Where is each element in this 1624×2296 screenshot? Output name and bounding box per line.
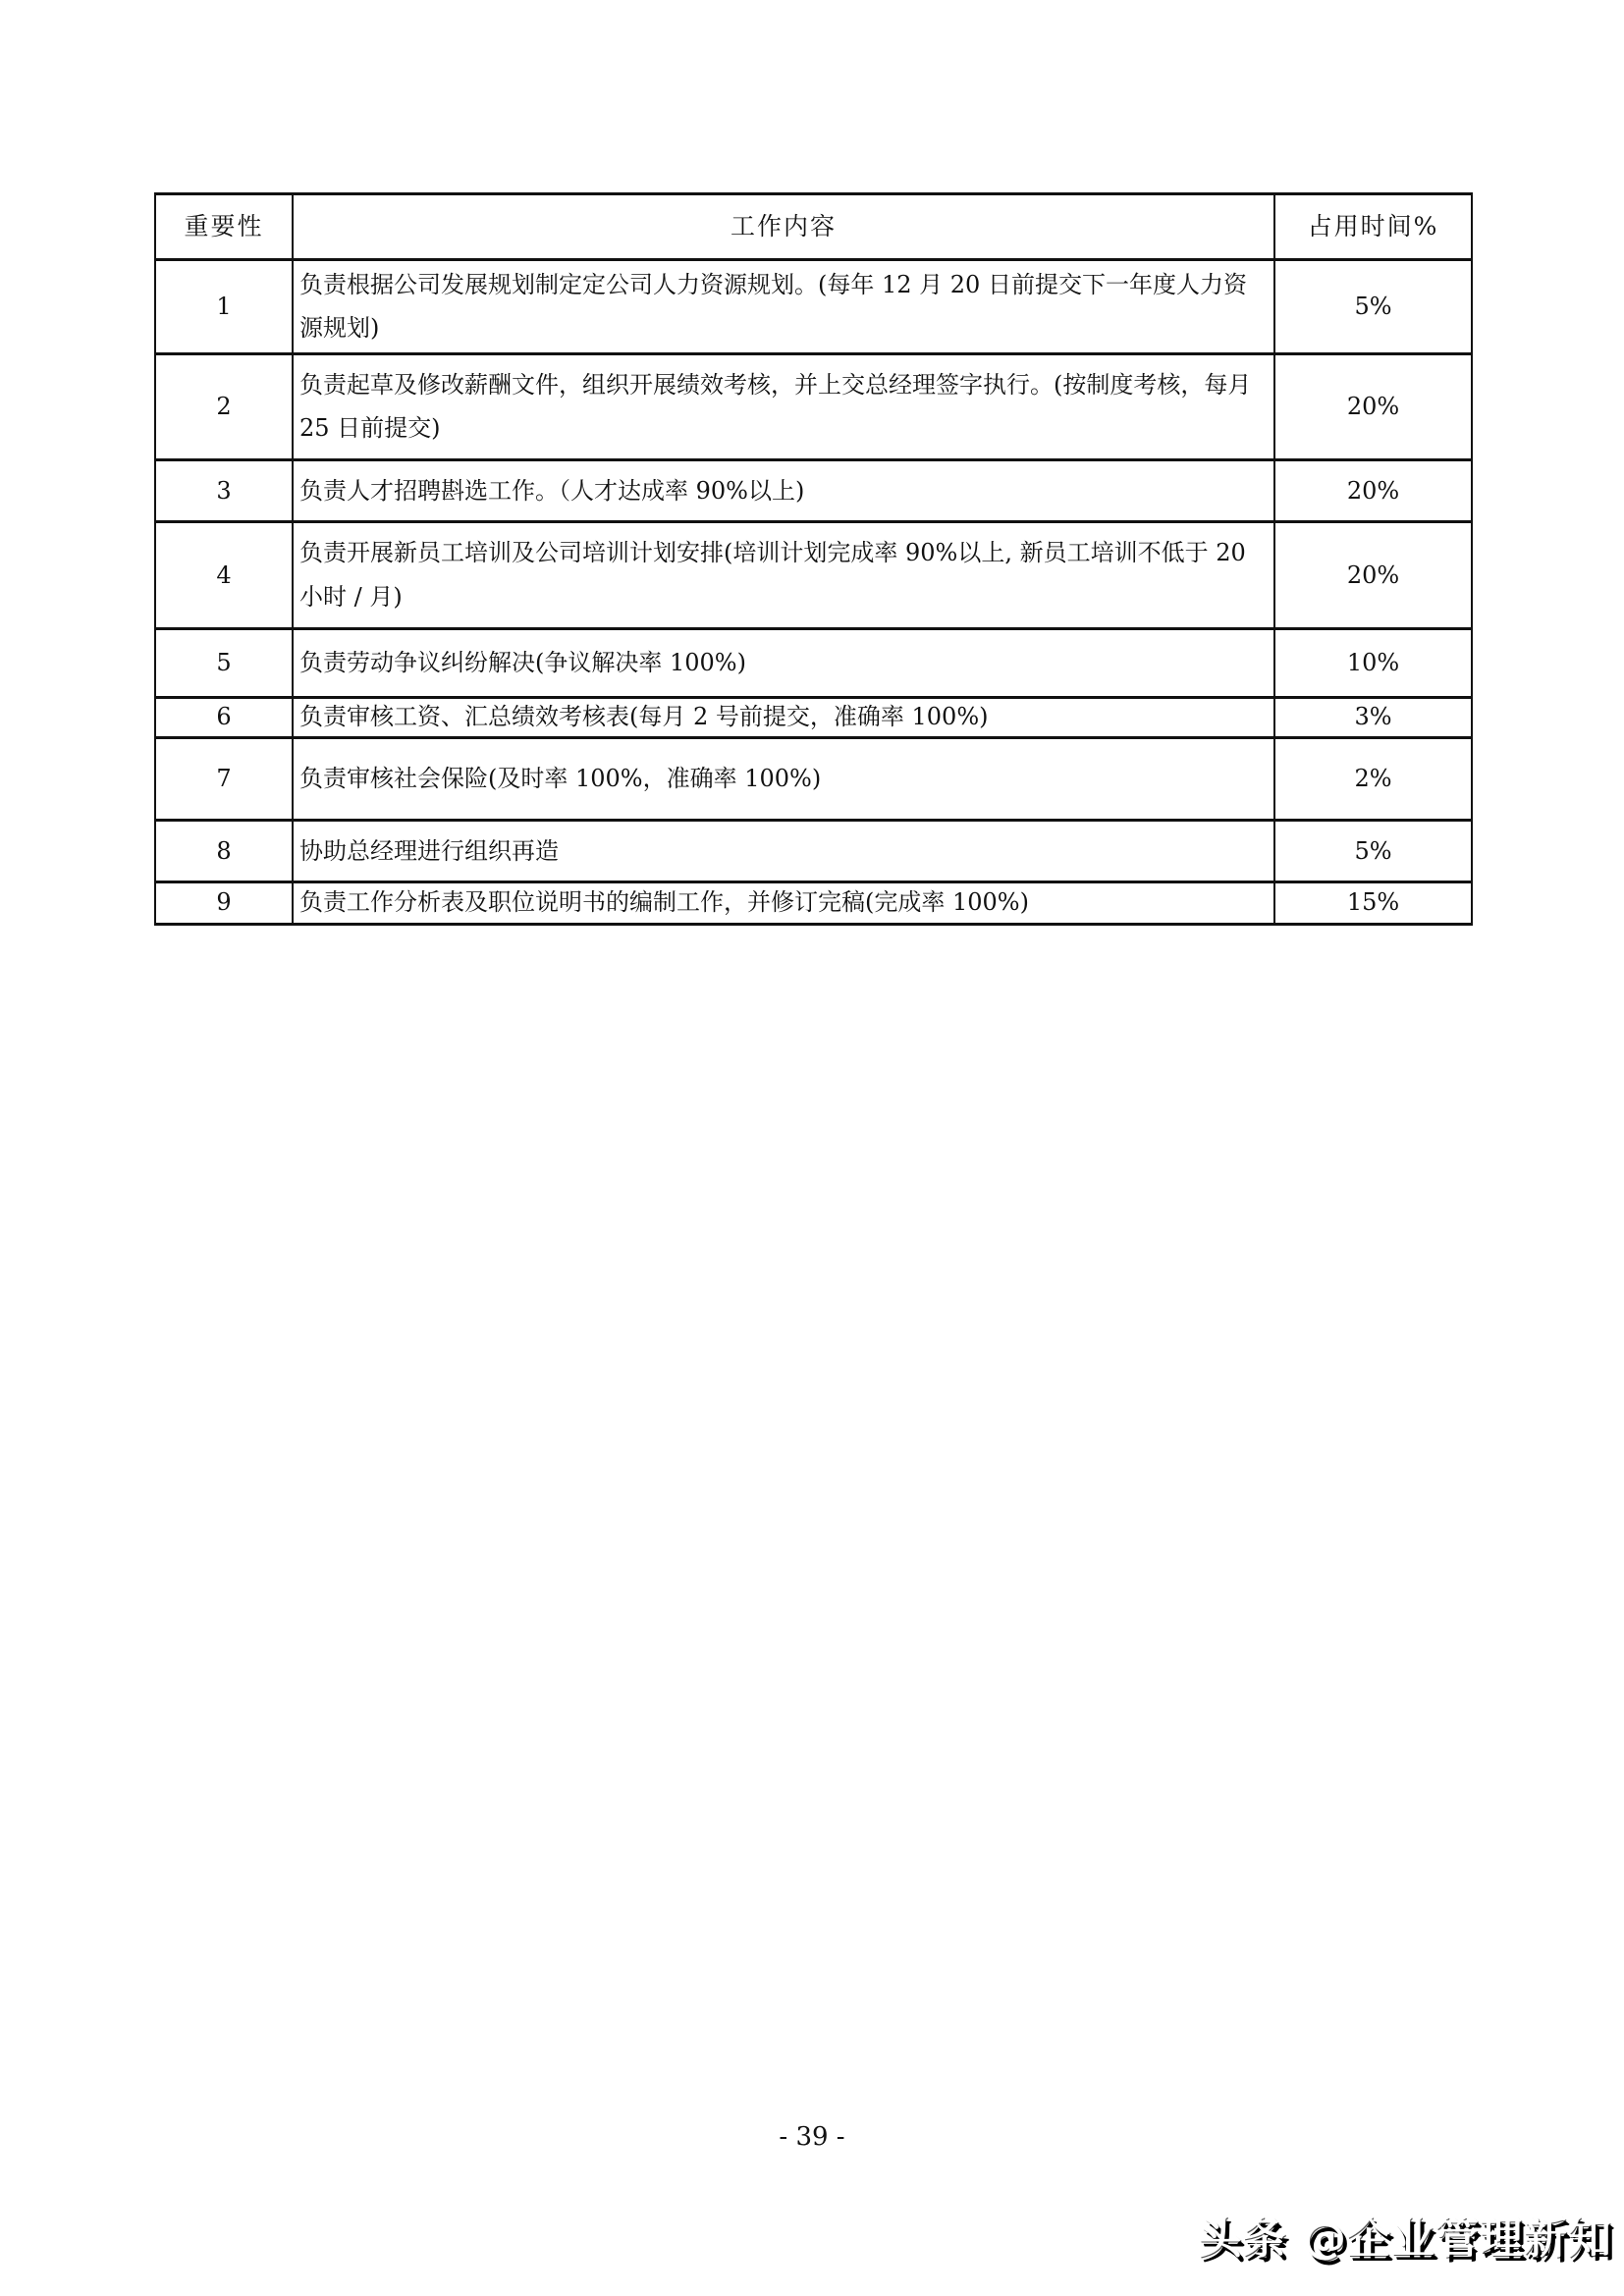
table-row — [155, 459, 1472, 521]
row-importance: 1 — [155, 260, 293, 354]
row-time: 5% — [1274, 820, 1472, 881]
header-time-percent: 占用时间% — [1274, 194, 1472, 260]
row-importance: 8 — [155, 820, 293, 881]
row-importance: 9 — [155, 881, 293, 924]
table-row — [155, 521, 1472, 628]
row-time: 20% — [1274, 459, 1472, 521]
row-time: 10% — [1274, 628, 1472, 697]
toutiao-watermark: 头条 @企业管理新知 — [1198, 2214, 1612, 2264]
row-content: 负责开展新员工培训及公司培训计划安排(培训计划完成率 90%以上, 新员工培训不低于 20 小时 / 月) — [293, 521, 1274, 628]
row-content: 协助总经理进行组织再造 — [293, 820, 1274, 881]
row-time: 2% — [1274, 737, 1472, 820]
row-content: 负责工作分析表及职位说明书的编制工作，并修订完稿(完成率 100%) — [293, 881, 1274, 924]
row-content: 负责审核工资、汇总绩效考核表(每月 2 号前提交，准确率 100%) — [293, 697, 1274, 737]
row-importance: 2 — [155, 353, 293, 459]
table-row — [155, 881, 1472, 924]
row-content: 负责人才招聘斟选工作。（人才达成率 90%以上) — [293, 459, 1274, 521]
row-time: 3% — [1274, 697, 1472, 737]
row-time: 5% — [1274, 260, 1472, 354]
table-row — [155, 697, 1472, 737]
header-importance: 重要性 — [155, 194, 293, 260]
job-duties-table — [154, 192, 1473, 926]
row-content: 负责起草及修改薪酬文件，组织开展绩效考核，并上交总经理签字执行。(按制度考核，每月 25 日前提交) — [293, 353, 1274, 459]
table-row — [155, 820, 1472, 881]
table-row — [155, 260, 1472, 354]
row-importance: 7 — [155, 737, 293, 820]
table-row — [155, 737, 1472, 820]
row-time: 20% — [1274, 353, 1472, 459]
row-time: 20% — [1274, 521, 1472, 628]
row-importance: 5 — [155, 628, 293, 697]
row-content: 负责劳动争议纠纷解决(争议解决率 100%) — [293, 628, 1274, 697]
row-time: 15% — [1274, 881, 1472, 924]
page-number: - 39 - — [779, 2122, 845, 2152]
row-content: 负责审核社会保险(及时率 100%，准确率 100%) — [293, 737, 1274, 820]
table-header-row — [155, 194, 1472, 260]
row-importance: 3 — [155, 459, 293, 521]
row-content: 负责根据公司发展规划制定定公司人力资源规划。(每年 12 月 20 日前提交下一年度人力资源规划) — [293, 260, 1274, 354]
row-importance: 4 — [155, 521, 293, 628]
table-row — [155, 353, 1472, 459]
header-work-content: 工作内容 — [293, 194, 1274, 260]
row-importance: 6 — [155, 697, 293, 737]
table-row — [155, 628, 1472, 697]
